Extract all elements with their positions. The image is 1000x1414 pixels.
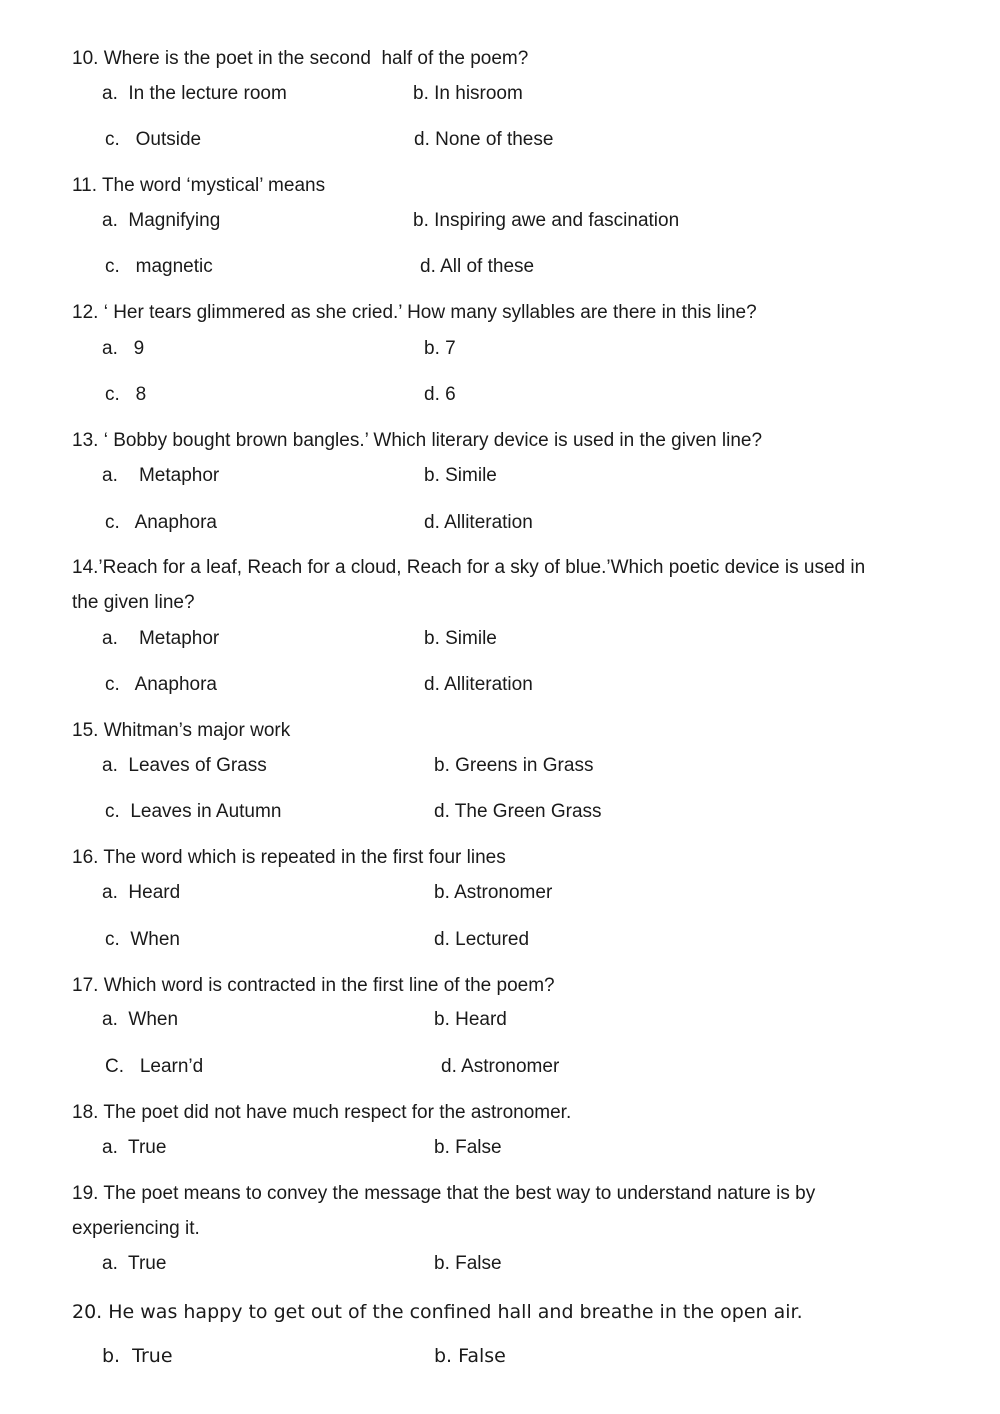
question-12-option-b: b. 7 bbox=[424, 338, 456, 359]
question-13-text: 13. ‘ Bobby bought brown bangles.’ Which literary device is used in the given line? bbox=[72, 430, 763, 451]
question-18-option-a: a. True bbox=[102, 1137, 167, 1158]
question-17-option-b: b. Heard bbox=[434, 1009, 507, 1030]
question-16-option-a: a. Heard bbox=[102, 882, 181, 903]
question-11-option-d: d. All of these bbox=[420, 256, 535, 277]
question-19-option-a: a. True bbox=[102, 1253, 167, 1274]
question-12-option-d: d. 6 bbox=[424, 384, 456, 405]
question-15-option-d: d. The Green Grass bbox=[434, 801, 602, 822]
question-11-option-a: a. Magnifying bbox=[102, 210, 221, 231]
question-13-option-b: b. Simile bbox=[424, 465, 497, 486]
question-16-option-c: c. When bbox=[105, 929, 180, 950]
question-11-option-b: b. Inspiring awe and fascination bbox=[413, 210, 680, 231]
question-12-option-a: a. 9 bbox=[102, 338, 145, 359]
question-12-text: 12. ‘ Her tears glimmered as she cried.’ How many syllables are there in this line? bbox=[72, 302, 757, 323]
question-16-option-b: b. Astronomer bbox=[434, 882, 553, 903]
question-12-option-c: c. 8 bbox=[105, 384, 147, 405]
question-10-option-a: a. In the lecture room bbox=[102, 83, 287, 104]
question-16-option-d: d. Lectured bbox=[434, 929, 530, 950]
question-14-text: 14.’Reach for a leaf, Reach for a cloud, Reach for a sky of blue.’Which poetic device is used in bbox=[72, 557, 866, 578]
question-10-text: 10. Where is the poet in the second half of the poem? bbox=[72, 48, 529, 69]
question-15-option-b: b. Greens in Grass bbox=[434, 755, 594, 776]
question-17-text: 17. Which word is contracted in the first line of the poem? bbox=[72, 975, 555, 996]
question-14-option-c: c. Anaphora bbox=[105, 674, 217, 695]
question-20-option-a: b. True bbox=[102, 1345, 173, 1367]
question-10-option-b: b. In hisroom bbox=[413, 83, 523, 104]
question-10-option-d: d. None of these bbox=[414, 129, 554, 150]
question-19-text-continued: experiencing it. bbox=[72, 1218, 200, 1239]
question-13-option-a: a. Metaphor bbox=[102, 465, 220, 486]
question-18-text: 18. The poet did not have much respect for the astronomer. bbox=[72, 1102, 572, 1123]
question-11-text: 11. The word ‘mystical’ means bbox=[72, 175, 326, 196]
question-18-option-b: b. False bbox=[434, 1137, 502, 1158]
question-11-option-c: c. magnetic bbox=[105, 256, 213, 277]
question-15-option-a: a. Leaves of Grass bbox=[102, 755, 267, 776]
question-20-text: 20. He was happy to get out of the confined hall and breathe in the open air. bbox=[72, 1301, 803, 1323]
question-13-option-d: d. Alliteration bbox=[424, 512, 533, 533]
question-14-option-b: b. Simile bbox=[424, 628, 497, 649]
question-17-option-d: d. Astronomer bbox=[441, 1056, 560, 1077]
question-17-option-c: C. Learn’d bbox=[105, 1056, 204, 1077]
question-13-option-c: c. Anaphora bbox=[105, 512, 217, 533]
question-20-option-b: b. False bbox=[434, 1345, 506, 1367]
question-14-text-continued: the given line? bbox=[72, 592, 195, 613]
question-15-option-c: c. Leaves in Autumn bbox=[105, 801, 282, 822]
question-14-option-a: a. Metaphor bbox=[102, 628, 220, 649]
question-14-option-d: d. Alliteration bbox=[424, 674, 533, 695]
question-16-text: 16. The word which is repeated in the first four lines bbox=[72, 847, 506, 868]
question-19-option-b: b. False bbox=[434, 1253, 502, 1274]
question-15-text: 15. Whitman’s major work bbox=[72, 720, 291, 741]
question-19-text: 19. The poet means to convey the message that the best way to understand nature is by bbox=[72, 1183, 816, 1204]
question-17-option-a: a. When bbox=[102, 1009, 179, 1030]
question-10-option-c: c. Outside bbox=[105, 129, 202, 150]
